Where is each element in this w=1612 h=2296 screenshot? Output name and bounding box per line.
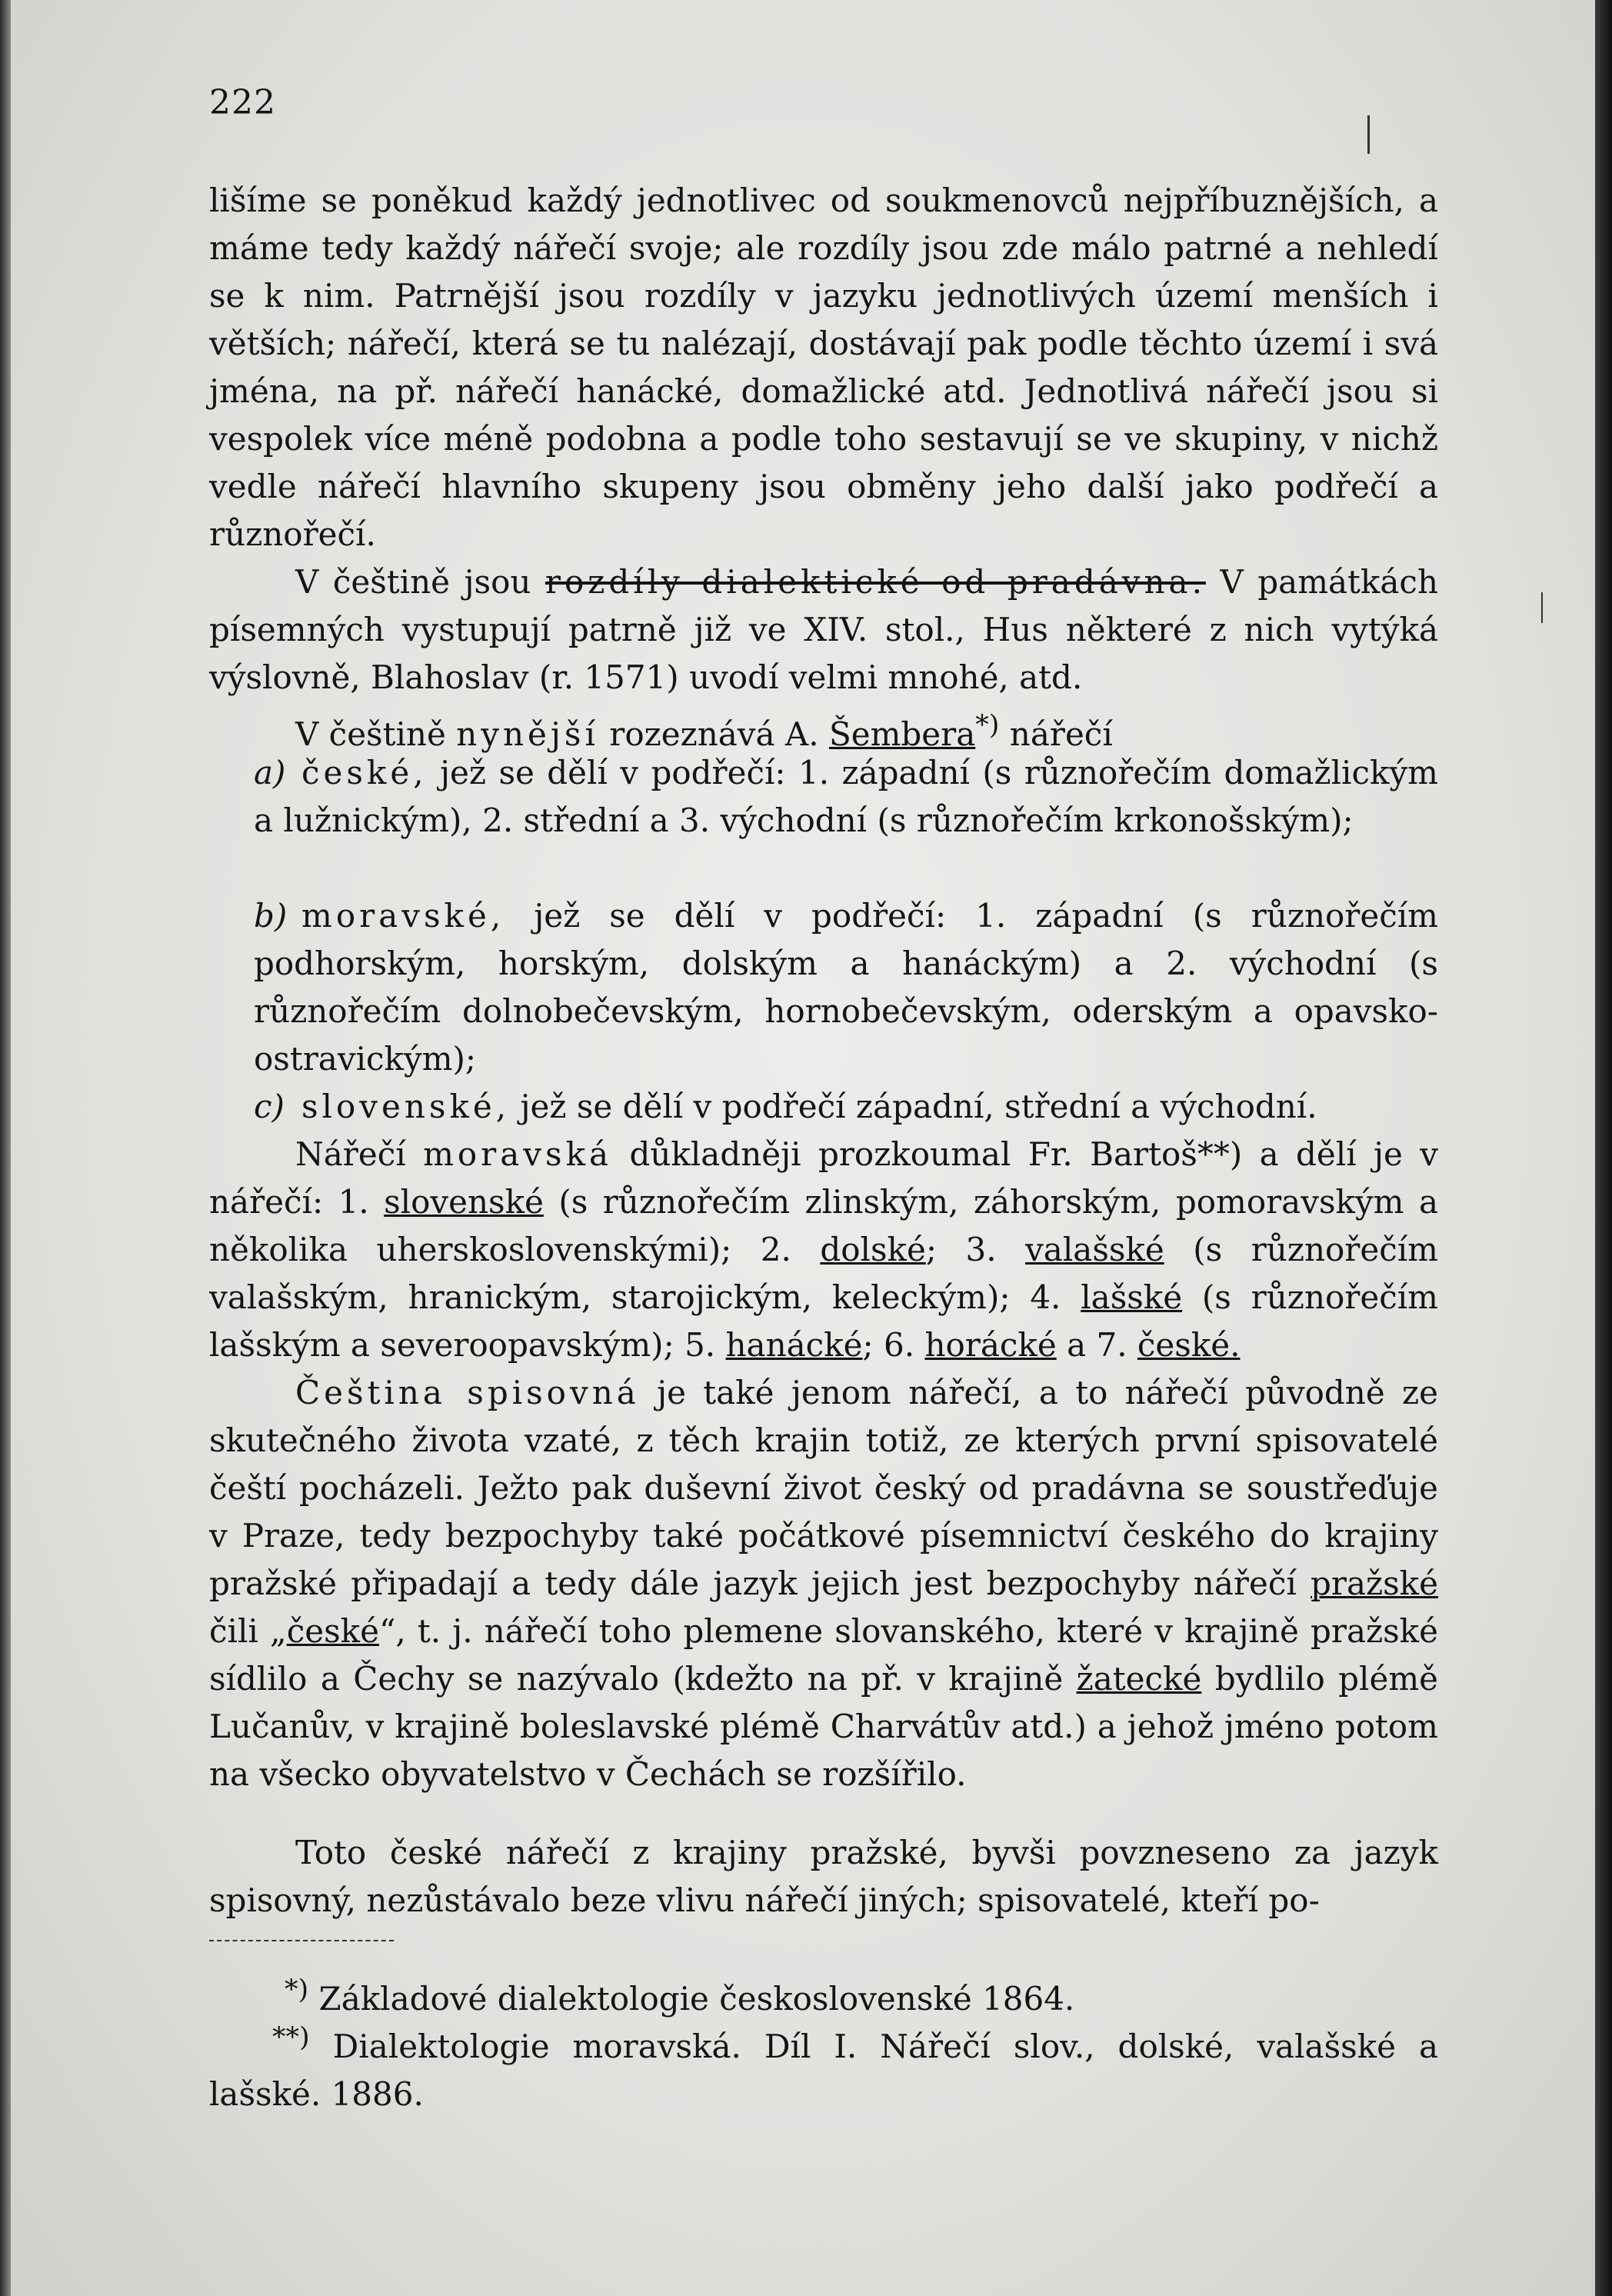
list-item-a <box>254 749 1438 845</box>
text-run: je také jenom nářečí, a to nářečí původně ze skutečného života vzaté, z těch krajin totiž, ze kterých první spisovatelé čeští pocházeli. Ježto pak duševní život český od pradávna se soustřeďuje v Praze, tedy bezpochyby také počátkové písemnictví českého do krajiny pražské připadají a tedy dále jazyk jejich jest bezpochyby nářečí <box>209 1374 1439 1602</box>
paragraph-5 <box>209 1369 1438 1798</box>
text-run: čili „ <box>209 1612 287 1650</box>
footnote-2 <box>209 2014 1438 2118</box>
spaced-emphasis: rozdíly dialektické od pradávna. <box>545 563 1206 601</box>
text-run: důkladněji prozkoumal Fr. Bartoš**) a dělí je v nářečí: 1. <box>209 1135 1438 1221</box>
text-run: nářečí <box>999 715 1113 753</box>
footnote-mark: *) <box>285 1974 309 2005</box>
dialect-name: moravské, <box>301 897 505 935</box>
text-run: V češtině jsou <box>295 563 545 601</box>
text-run: ; 6. <box>862 1326 925 1364</box>
paragraph-4 <box>209 1131 1438 1369</box>
footnote-separator <box>209 1940 394 1941</box>
footnote-ref: *) <box>975 710 1000 741</box>
text-run: Nářečí <box>295 1135 424 1173</box>
text-run: (s různořečím valašským, hranickým, starojickým, keleckým); 4. <box>209 1231 1438 1316</box>
pencil-mark <box>1541 592 1543 623</box>
list-text: jež se dělí v podřečí západní, střední a východní. <box>510 1088 1317 1125</box>
underlined-term: české <box>286 1612 379 1650</box>
paragraph-1: lišíme se poněkud každý jednotlivec od soukmenovců nejpříbuznějších, a máme tedy každý nářečí svoje; ale rozdíly jsou zde málo patrné a nehledí se k nim. Patrnější jsou rozdíly v jazyku jednotlivých území menších i větších; nářečí, která se tu nalézají, dostávají pak podle těchto území i svá jména, na př. nářečí hanácké, domažlické atd. Jednotlivá nářečí jsou si vespolek více méně podobna a podle toho sestavují se ve skupiny, v nichž vedle nářečí hlavního skupeny jsou obměny jeho další jako podřečí a různořečí. <box>209 182 1438 553</box>
text-run: (s různořečím zlinským, záhorským, pomoravským a několika uherskoslovenskými); 2. <box>209 1183 1438 1268</box>
text-run: ; 3. <box>925 1231 1026 1268</box>
spaced-emphasis: Čeština spisovná <box>295 1374 640 1411</box>
list-text: jež se dělí v podřečí: 1. západní (s různořečím podhorským, horským, dolským a hanáckým) a 2. východní (s různořečím dolnobečevským, hornobečevským, oderským a opavsko-ostravickým); <box>254 897 1438 1078</box>
underlined-term: slovenské <box>384 1183 544 1221</box>
dialect-name: české, <box>301 754 428 791</box>
underlined-term: valašské <box>1025 1231 1164 1268</box>
underlined-term: lašské <box>1081 1278 1183 1316</box>
footnote-text: Základové dialektologie československé 1864. <box>308 1980 1075 2018</box>
underlined-term: horácké <box>924 1326 1057 1364</box>
text-run: bydlilo plémě Lučanův, v krajině boleslavské plémě Charvátův atd.) a jehož jméno potom na všecko obyvatelstvo v Čechách se rozšířilo. <box>209 1660 1438 1793</box>
underlined-term: dolské <box>820 1231 926 1268</box>
page-left-shadow <box>0 0 11 2296</box>
underlined-term: hanácké <box>725 1326 863 1364</box>
underlined-term: žatecké <box>1076 1660 1202 1698</box>
page-right-shadow <box>1595 0 1612 2296</box>
paragraph-6: Toto české nářečí z krajiny pražské, byvši povzneseno za jazyk spisovný, nezůstávalo beze vlivu nářečí jiných; spisovatelé, kteří po- <box>209 1834 1438 1919</box>
text-run: a 7. <box>1056 1326 1137 1364</box>
spaced-emphasis: nynější <box>456 715 599 753</box>
underlined-term: pražské <box>1311 1565 1438 1602</box>
pencil-mark <box>1367 115 1370 154</box>
page-number: 222 <box>209 83 276 122</box>
author-name: Šembera <box>828 715 976 753</box>
footnote-text: Dialektologie moravská. Díl I. Nářečí slov., dolské, valašské a lašské. 1886. <box>209 2028 1438 2113</box>
list-label: b) <box>254 897 288 935</box>
dialect-name: slovenské, <box>301 1088 511 1125</box>
text-run: V památkách písemných vystupují patrně již ve XIV. stol., Hus některé z nich vytýká výslovně, Blahoslav (r. 1571) uvodí velmi mnohé, atd. <box>209 563 1438 696</box>
text-run: (s různořečím lašským a severoopavským); 5. <box>209 1278 1438 1364</box>
list-label: c) <box>254 1088 285 1125</box>
list-text: jež se dělí v podřečí: 1. západní (s různořečím domažlickým a lužnickým), 2. střední a 3. východní (s různořečím krkonošským); <box>254 754 1438 839</box>
text-run: V češtině <box>295 715 457 753</box>
list-item-c <box>254 1083 1438 1131</box>
underlined-term: české. <box>1137 1326 1241 1364</box>
paragraph-2 <box>209 558 1438 701</box>
list-label: a) <box>254 754 286 791</box>
text-run: “, t. j. nářečí toho plemene slovanského, které v krajině pražské sídlilo a Čechy se nazývalo (kdežto na př. v krajině <box>209 1612 1438 1698</box>
footnote-mark: **) <box>272 2022 310 2053</box>
text-run: rozeznává A. <box>598 715 829 753</box>
list-item-b <box>254 892 1438 1083</box>
spaced-emphasis: moravská <box>423 1135 613 1173</box>
